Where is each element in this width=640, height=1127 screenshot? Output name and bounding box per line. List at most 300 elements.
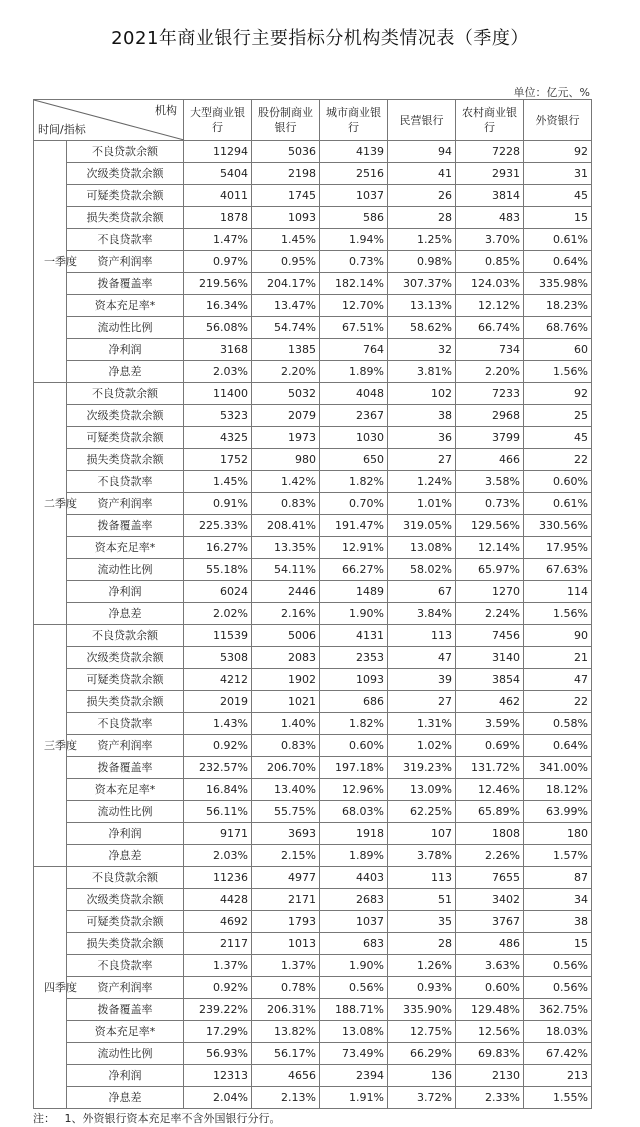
value-cell: 12.91% — [320, 537, 388, 559]
indicator-cell: 损失类贷款余额 — [67, 691, 184, 713]
value-cell: 191.47% — [320, 515, 388, 537]
quarter-label: 二季度 — [44, 496, 77, 510]
value-cell: 2.15% — [252, 845, 320, 867]
table-row — [34, 603, 592, 625]
value-cell: 1030 — [320, 427, 388, 449]
value-cell: 124.03% — [456, 273, 524, 295]
value-cell: 47 — [524, 669, 592, 691]
value-cell: 66.27% — [320, 559, 388, 581]
value-cell: 22 — [524, 449, 592, 471]
table-row — [34, 977, 592, 999]
indicator-cell: 流动性比例 — [67, 801, 184, 823]
value-cell: 13.08% — [320, 1021, 388, 1043]
value-cell: 54.74% — [252, 317, 320, 339]
table-row — [34, 141, 592, 163]
value-cell: 3402 — [456, 889, 524, 911]
table-row — [34, 823, 592, 845]
table-row — [34, 647, 592, 669]
value-cell: 0.61% — [524, 229, 592, 251]
unit-label: 单位：亿元、% — [513, 86, 590, 99]
value-cell: 26 — [388, 185, 456, 207]
value-cell: 54.11% — [252, 559, 320, 581]
indicator-cell: 资产利润率 — [67, 493, 184, 515]
value-cell: 5308 — [184, 647, 252, 669]
table-row — [34, 581, 592, 603]
value-cell: 27 — [388, 449, 456, 471]
table-row — [34, 1021, 592, 1043]
value-cell: 219.56% — [184, 273, 252, 295]
value-cell: 94 — [388, 141, 456, 163]
value-cell: 11539 — [184, 625, 252, 647]
value-cell: 1745 — [252, 185, 320, 207]
value-cell: 56.08% — [184, 317, 252, 339]
value-cell: 2.02% — [184, 603, 252, 625]
value-cell: 17.29% — [184, 1021, 252, 1043]
value-cell: 13.09% — [388, 779, 456, 801]
value-cell: 734 — [456, 339, 524, 361]
value-cell: 2079 — [252, 405, 320, 427]
value-cell: 0.56% — [524, 955, 592, 977]
value-cell: 208.41% — [252, 515, 320, 537]
table-row — [34, 779, 592, 801]
indicator-cell: 可疑类贷款余额 — [67, 911, 184, 933]
value-cell: 92 — [524, 141, 592, 163]
value-cell: 1.42% — [252, 471, 320, 493]
table-row — [34, 515, 592, 537]
value-cell: 45 — [524, 427, 592, 449]
table-row — [34, 999, 592, 1021]
value-cell: 2394 — [320, 1065, 388, 1087]
footnote-text: 1、外资银行资本充足率不含外国银行分行。 — [64, 1112, 281, 1125]
table-row — [34, 955, 592, 977]
value-cell: 13.35% — [252, 537, 320, 559]
value-cell: 4403 — [320, 867, 388, 889]
value-cell: 1.37% — [252, 955, 320, 977]
value-cell: 1.90% — [320, 955, 388, 977]
indicator-cell: 不良贷款率 — [67, 713, 184, 735]
value-cell: 0.92% — [184, 977, 252, 999]
indicator-cell: 资产利润率 — [67, 251, 184, 273]
value-cell: 0.64% — [524, 251, 592, 273]
value-cell: 2.03% — [184, 361, 252, 383]
indicator-cell: 次级类贷款余额 — [67, 163, 184, 185]
value-cell: 5323 — [184, 405, 252, 427]
value-cell: 3.81% — [388, 361, 456, 383]
value-cell: 2171 — [252, 889, 320, 911]
value-cell: 1.94% — [320, 229, 388, 251]
value-cell: 1.89% — [320, 845, 388, 867]
value-cell: 0.92% — [184, 735, 252, 757]
value-cell: 90 — [524, 625, 592, 647]
value-cell: 55.75% — [252, 801, 320, 823]
value-cell: 58.62% — [388, 317, 456, 339]
value-cell: 1.40% — [252, 713, 320, 735]
value-cell: 47 — [388, 647, 456, 669]
value-cell: 206.31% — [252, 999, 320, 1021]
value-cell: 0.56% — [524, 977, 592, 999]
value-cell: 1093 — [252, 207, 320, 229]
value-cell: 0.98% — [388, 251, 456, 273]
table-row — [34, 295, 592, 317]
value-cell: 87 — [524, 867, 592, 889]
value-cell: 3.72% — [388, 1087, 456, 1109]
table-row — [34, 471, 592, 493]
value-cell: 31 — [524, 163, 592, 185]
value-cell: 3854 — [456, 669, 524, 691]
value-cell: 1013 — [252, 933, 320, 955]
value-cell: 4325 — [184, 427, 252, 449]
table-row — [34, 185, 592, 207]
value-cell: 0.58% — [524, 713, 592, 735]
value-cell: 4977 — [252, 867, 320, 889]
quarter-label-cell — [34, 383, 77, 625]
value-cell: 213 — [524, 1065, 592, 1087]
value-cell: 13.13% — [388, 295, 456, 317]
value-cell: 1.89% — [320, 361, 388, 383]
value-cell: 13.08% — [388, 537, 456, 559]
quarter-label: 三季度 — [44, 738, 77, 752]
value-cell: 5404 — [184, 163, 252, 185]
value-cell: 2198 — [252, 163, 320, 185]
value-cell: 12.12% — [456, 295, 524, 317]
value-cell: 27 — [388, 691, 456, 713]
indicator-cell: 不良贷款余额 — [67, 867, 184, 889]
value-cell: 12.75% — [388, 1021, 456, 1043]
value-cell: 1.57% — [524, 845, 592, 867]
value-cell: 2353 — [320, 647, 388, 669]
value-cell: 4212 — [184, 669, 252, 691]
value-cell: 3168 — [184, 339, 252, 361]
value-cell: 1808 — [456, 823, 524, 845]
value-cell: 1.24% — [388, 471, 456, 493]
table-row — [34, 801, 592, 823]
indicator-cell: 流动性比例 — [67, 559, 184, 581]
indicator-cell: 资产利润率 — [67, 735, 184, 757]
value-cell: 0.60% — [320, 735, 388, 757]
header-row — [34, 100, 592, 141]
value-cell: 4656 — [252, 1065, 320, 1087]
value-cell: 3799 — [456, 427, 524, 449]
indicator-cell: 拨备覆盖率 — [67, 273, 184, 295]
quarter-label-cell — [34, 625, 77, 867]
table-row — [34, 537, 592, 559]
value-cell: 1037 — [320, 185, 388, 207]
page-title: 2021年商业银行主要指标分机构类情况表（季度） — [111, 28, 529, 49]
value-cell: 3.58% — [456, 471, 524, 493]
value-cell: 1878 — [184, 207, 252, 229]
value-cell: 0.60% — [524, 471, 592, 493]
value-cell: 1.82% — [320, 713, 388, 735]
value-cell: 362.75% — [524, 999, 592, 1021]
value-cell: 28 — [388, 933, 456, 955]
table-row — [34, 933, 592, 955]
value-cell: 1489 — [320, 581, 388, 603]
table-row — [34, 625, 592, 647]
value-cell: 22 — [524, 691, 592, 713]
value-cell: 1.91% — [320, 1087, 388, 1109]
value-cell: 7228 — [456, 141, 524, 163]
indicator-cell: 不良贷款余额 — [67, 141, 184, 163]
indicator-cell: 拨备覆盖率 — [67, 999, 184, 1021]
value-cell: 102 — [388, 383, 456, 405]
value-cell: 188.71% — [320, 999, 388, 1021]
value-cell: 1.82% — [320, 471, 388, 493]
value-cell: 1.26% — [388, 955, 456, 977]
value-cell: 3140 — [456, 647, 524, 669]
value-cell: 0.97% — [184, 251, 252, 273]
value-cell: 1385 — [252, 339, 320, 361]
value-cell: 0.85% — [456, 251, 524, 273]
value-cell: 0.73% — [320, 251, 388, 273]
value-cell: 0.64% — [524, 735, 592, 757]
value-cell: 107 — [388, 823, 456, 845]
value-cell: 2367 — [320, 405, 388, 427]
indicator-cell: 损失类贷款余额 — [67, 207, 184, 229]
value-cell: 182.14% — [320, 273, 388, 295]
value-cell: 1.47% — [184, 229, 252, 251]
value-cell: 2.26% — [456, 845, 524, 867]
value-cell: 1037 — [320, 911, 388, 933]
indicator-cell: 净息差 — [67, 361, 184, 383]
table-row — [34, 251, 592, 273]
value-cell: 136 — [388, 1065, 456, 1087]
value-cell: 335.98% — [524, 273, 592, 295]
indicator-cell: 不良贷款率 — [67, 471, 184, 493]
value-cell: 66.74% — [456, 317, 524, 339]
table-row — [34, 691, 592, 713]
value-cell: 1.90% — [320, 603, 388, 625]
table-row — [34, 361, 592, 383]
value-cell: 0.56% — [320, 977, 388, 999]
value-cell: 12.46% — [456, 779, 524, 801]
table-row — [34, 669, 592, 691]
value-cell: 2083 — [252, 647, 320, 669]
value-cell: 12.14% — [456, 537, 524, 559]
value-cell: 1021 — [252, 691, 320, 713]
value-cell: 1.56% — [524, 361, 592, 383]
table-row — [34, 757, 592, 779]
value-cell: 0.91% — [184, 493, 252, 515]
value-cell: 980 — [252, 449, 320, 471]
value-cell: 466 — [456, 449, 524, 471]
value-cell: 0.78% — [252, 977, 320, 999]
value-cell: 2931 — [456, 163, 524, 185]
value-cell: 34 — [524, 889, 592, 911]
value-cell: 36 — [388, 427, 456, 449]
value-cell: 41 — [388, 163, 456, 185]
table-row — [34, 339, 592, 361]
value-cell: 2130 — [456, 1065, 524, 1087]
value-cell: 62.25% — [388, 801, 456, 823]
column-header: 城市商业银行 — [320, 100, 388, 141]
value-cell: 1.55% — [524, 1087, 592, 1109]
indicator-cell: 可疑类贷款余额 — [67, 185, 184, 207]
indicator-cell: 净息差 — [67, 845, 184, 867]
value-cell: 3.63% — [456, 955, 524, 977]
value-cell: 764 — [320, 339, 388, 361]
corner-header-cell — [34, 100, 184, 141]
table-row — [34, 405, 592, 427]
value-cell: 1.56% — [524, 603, 592, 625]
value-cell: 2.20% — [252, 361, 320, 383]
value-cell: 7233 — [456, 383, 524, 405]
table-row — [34, 889, 592, 911]
column-header: 股份制商业银行 — [252, 100, 320, 141]
value-cell: 65.89% — [456, 801, 524, 823]
value-cell: 6024 — [184, 581, 252, 603]
value-cell: 204.17% — [252, 273, 320, 295]
value-cell: 12.70% — [320, 295, 388, 317]
value-cell: 25 — [524, 405, 592, 427]
indicator-cell: 资本充足率* — [67, 779, 184, 801]
value-cell: 55.18% — [184, 559, 252, 581]
value-cell: 60 — [524, 339, 592, 361]
value-cell: 5006 — [252, 625, 320, 647]
column-header: 大型商业银行 — [184, 100, 252, 141]
value-cell: 1918 — [320, 823, 388, 845]
value-cell: 38 — [388, 405, 456, 427]
value-cell: 486 — [456, 933, 524, 955]
value-cell: 15 — [524, 933, 592, 955]
table-row — [34, 163, 592, 185]
column-header: 民营银行 — [388, 100, 456, 141]
value-cell: 1.31% — [388, 713, 456, 735]
value-cell: 13.47% — [252, 295, 320, 317]
value-cell: 330.56% — [524, 515, 592, 537]
value-cell: 7456 — [456, 625, 524, 647]
value-cell: 12.96% — [320, 779, 388, 801]
quarter-label-cell — [34, 867, 77, 1109]
indicator-cell: 可疑类贷款余额 — [67, 427, 184, 449]
table-header — [34, 100, 592, 141]
value-cell: 1093 — [320, 669, 388, 691]
table-row — [34, 735, 592, 757]
value-cell: 2.20% — [456, 361, 524, 383]
value-cell: 307.37% — [388, 273, 456, 295]
value-cell: 28 — [388, 207, 456, 229]
value-cell: 56.93% — [184, 1043, 252, 1065]
value-cell: 0.61% — [524, 493, 592, 515]
table-row — [34, 559, 592, 581]
value-cell: 650 — [320, 449, 388, 471]
value-cell: 18.12% — [524, 779, 592, 801]
indicator-cell: 资本充足率* — [67, 1021, 184, 1043]
value-cell: 1973 — [252, 427, 320, 449]
value-cell: 5032 — [252, 383, 320, 405]
value-cell: 73.49% — [320, 1043, 388, 1065]
value-cell: 32 — [388, 339, 456, 361]
indicator-cell: 不良贷款余额 — [67, 383, 184, 405]
value-cell: 15 — [524, 207, 592, 229]
value-cell: 129.56% — [456, 515, 524, 537]
value-cell: 225.33% — [184, 515, 252, 537]
value-cell: 4692 — [184, 911, 252, 933]
value-cell: 67.42% — [524, 1043, 592, 1065]
value-cell: 129.48% — [456, 999, 524, 1021]
value-cell: 2117 — [184, 933, 252, 955]
table-row — [34, 449, 592, 471]
footnote — [33, 1110, 287, 1126]
indicator-cell: 流动性比例 — [67, 317, 184, 339]
table-row — [34, 427, 592, 449]
value-cell: 3.59% — [456, 713, 524, 735]
value-cell: 197.18% — [320, 757, 388, 779]
value-cell: 319.05% — [388, 515, 456, 537]
value-cell: 232.57% — [184, 757, 252, 779]
table-row — [34, 1087, 592, 1109]
value-cell: 66.29% — [388, 1043, 456, 1065]
column-header: 农村商业银行 — [456, 100, 524, 141]
value-cell: 2.16% — [252, 603, 320, 625]
indicator-cell: 拨备覆盖率 — [67, 757, 184, 779]
table-row — [34, 1065, 592, 1087]
value-cell: 13.40% — [252, 779, 320, 801]
indicator-table — [33, 99, 592, 1109]
value-cell: 2968 — [456, 405, 524, 427]
footnote-prefix: 注： — [33, 1112, 55, 1125]
value-cell: 5036 — [252, 141, 320, 163]
value-cell: 4011 — [184, 185, 252, 207]
value-cell: 68.76% — [524, 317, 592, 339]
value-cell: 4131 — [320, 625, 388, 647]
value-cell: 2.04% — [184, 1087, 252, 1109]
value-cell: 341.00% — [524, 757, 592, 779]
value-cell: 67 — [388, 581, 456, 603]
table-row — [34, 383, 592, 405]
value-cell: 686 — [320, 691, 388, 713]
value-cell: 0.70% — [320, 493, 388, 515]
value-cell: 206.70% — [252, 757, 320, 779]
value-cell: 18.23% — [524, 295, 592, 317]
value-cell: 3814 — [456, 185, 524, 207]
value-cell: 45 — [524, 185, 592, 207]
corner-time-indicator-label: 时间/指标 — [38, 123, 86, 136]
indicator-cell: 资本充足率* — [67, 295, 184, 317]
value-cell: 3.84% — [388, 603, 456, 625]
value-cell: 92 — [524, 383, 592, 405]
indicator-cell: 流动性比例 — [67, 1043, 184, 1065]
value-cell: 63.99% — [524, 801, 592, 823]
value-cell: 586 — [320, 207, 388, 229]
indicator-cell: 净息差 — [67, 603, 184, 625]
value-cell: 0.60% — [456, 977, 524, 999]
value-cell: 2683 — [320, 889, 388, 911]
value-cell: 3693 — [252, 823, 320, 845]
value-cell: 114 — [524, 581, 592, 603]
value-cell: 56.17% — [252, 1043, 320, 1065]
table-row — [34, 317, 592, 339]
value-cell: 12.56% — [456, 1021, 524, 1043]
column-header: 外资银行 — [524, 100, 592, 141]
value-cell: 18.03% — [524, 1021, 592, 1043]
value-cell: 39 — [388, 669, 456, 691]
table-row — [34, 273, 592, 295]
indicator-cell: 不良贷款率 — [67, 229, 184, 251]
value-cell: 13.82% — [252, 1021, 320, 1043]
value-cell: 1793 — [252, 911, 320, 933]
value-cell: 69.83% — [456, 1043, 524, 1065]
value-cell: 335.90% — [388, 999, 456, 1021]
value-cell: 0.73% — [456, 493, 524, 515]
indicator-cell: 损失类贷款余额 — [67, 933, 184, 955]
table-row — [34, 207, 592, 229]
value-cell: 65.97% — [456, 559, 524, 581]
value-cell: 21 — [524, 647, 592, 669]
value-cell: 1.02% — [388, 735, 456, 757]
value-cell: 319.23% — [388, 757, 456, 779]
value-cell: 16.34% — [184, 295, 252, 317]
indicator-cell: 可疑类贷款余额 — [67, 669, 184, 691]
